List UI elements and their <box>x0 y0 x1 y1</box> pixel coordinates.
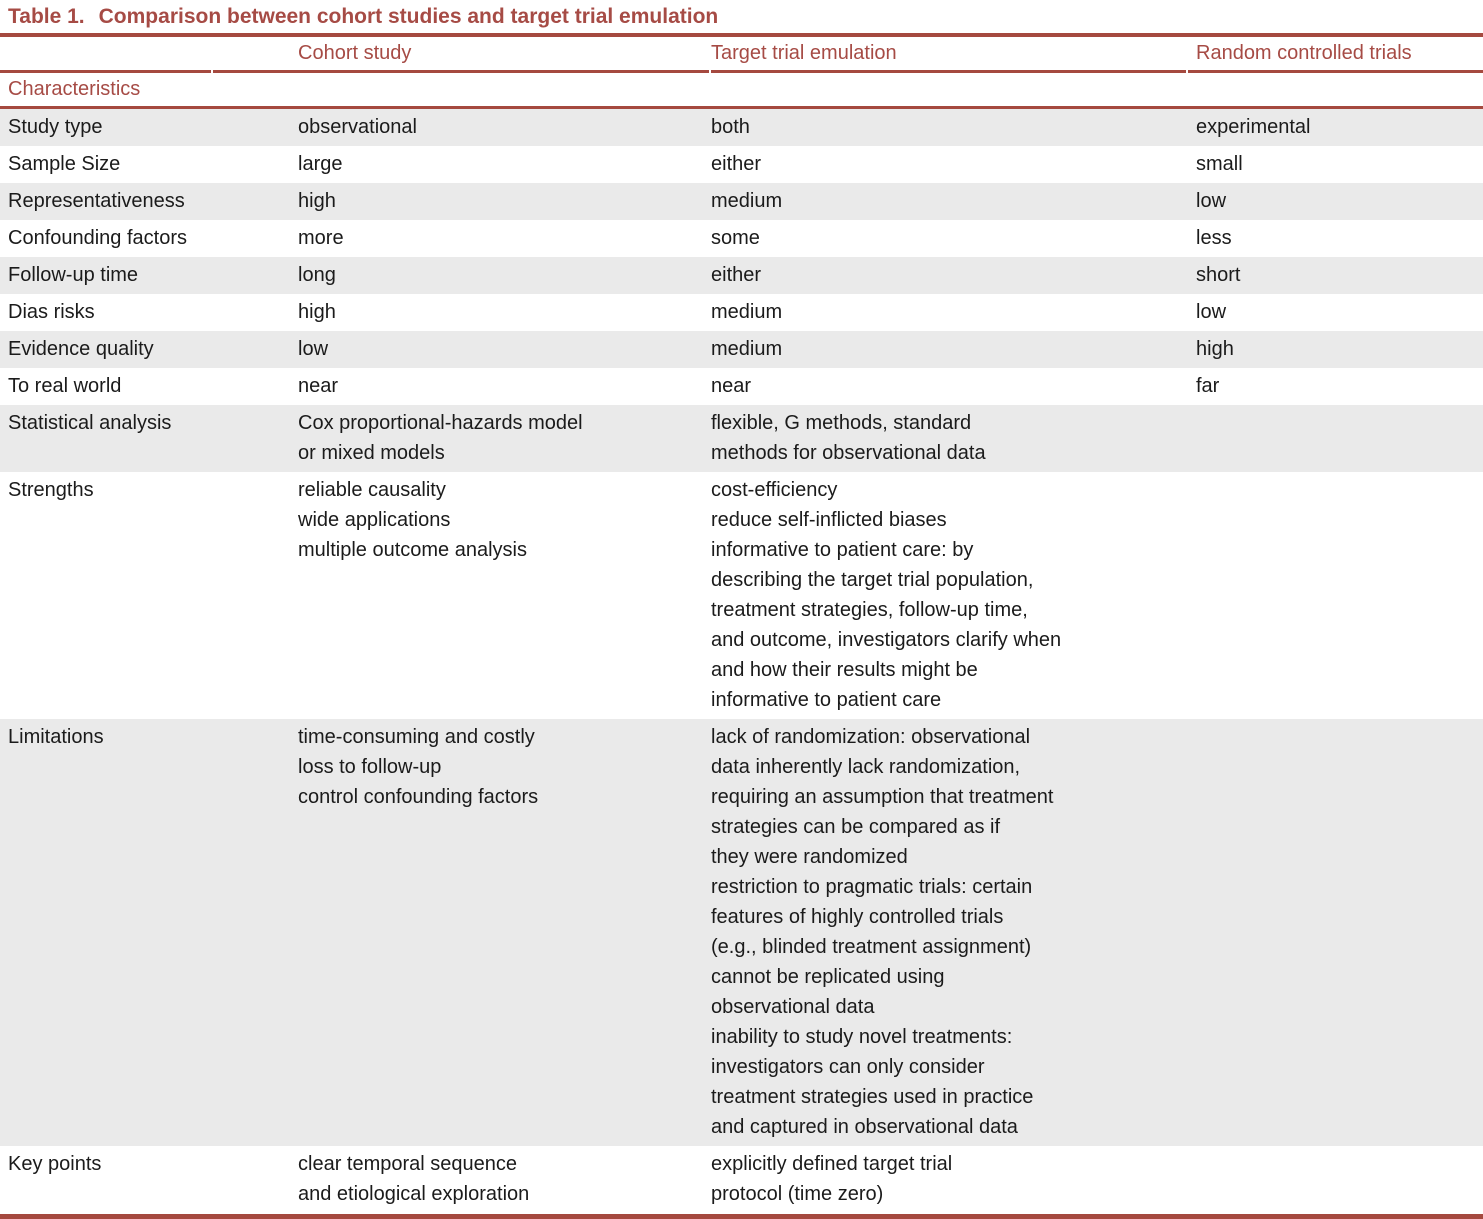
cell-characteristic <box>0 1146 290 1213</box>
cell-line: control confounding factors <box>298 786 539 808</box>
column-header-random-controlled-trials: Random controlled trials <box>1196 42 1412 64</box>
cell-characteristic <box>0 719 290 1146</box>
cell-line: low <box>298 338 329 360</box>
cell-target-trial-emulation <box>703 368 1188 405</box>
cell-characteristic <box>0 472 290 719</box>
cell-random-controlled-trials <box>1188 368 1483 405</box>
cell-cohort-study <box>290 405 703 472</box>
cell-line: inability to study novel treatments: <box>711 1026 1013 1048</box>
cell-line: or mixed models <box>298 442 445 464</box>
cell-target-trial-emulation <box>703 1146 1188 1213</box>
cell-target-trial-emulation <box>703 294 1188 331</box>
section-header-characteristics: Characteristics <box>8 78 141 100</box>
table-row <box>0 257 1483 294</box>
cell-target-trial-emulation <box>703 183 1188 220</box>
cell-target-trial-emulation <box>703 146 1188 183</box>
cell-line: features of highly controlled trials <box>711 906 1004 928</box>
cell-line: and captured in observational data <box>711 1116 1018 1138</box>
cell-line: they were randomized <box>711 846 908 868</box>
cell-line: Strengths <box>8 479 94 501</box>
cell-line: and outcome, investigators clarify when <box>711 629 1062 651</box>
cell-line: large <box>298 153 343 175</box>
cell-line: cannot be replicated using <box>711 966 945 988</box>
cell-characteristic <box>0 368 290 405</box>
cell-line: medium <box>711 338 783 360</box>
cell-line: loss to follow-up <box>298 756 442 778</box>
divider-segment <box>213 70 709 73</box>
cell-line: Limitations <box>8 726 104 748</box>
divider-under-column-headers <box>0 70 1483 73</box>
cell-line: observational <box>298 116 417 138</box>
cell-line: either <box>711 153 762 175</box>
table-row <box>0 220 1483 257</box>
cell-line: and etiological exploration <box>298 1183 530 1205</box>
column-header-target-trial-emulation: Target trial emulation <box>711 42 897 64</box>
cell-line: Follow-up time <box>8 264 139 286</box>
table-row <box>0 183 1483 220</box>
cell-line: Confounding factors <box>8 227 188 249</box>
cell-line: (e.g., blinded treatment assignment) <box>711 936 1032 958</box>
cell-line: either <box>711 264 762 286</box>
cell-target-trial-emulation <box>703 719 1188 1146</box>
cell-random-controlled-trials <box>1188 472 1483 719</box>
comparison-table <box>0 109 1483 1213</box>
cell-line: Sample Size <box>8 153 121 175</box>
cell-line: data inherently lack randomization, <box>711 756 1021 778</box>
cell-target-trial-emulation <box>703 220 1188 257</box>
cell-line: restriction to pragmatic trials: certain <box>711 876 1033 898</box>
cell-random-controlled-trials <box>1188 257 1483 294</box>
cell-cohort-study <box>290 220 703 257</box>
cell-line: time-consuming and costly <box>298 726 535 748</box>
cell-characteristic <box>0 109 290 146</box>
cell-random-controlled-trials <box>1188 294 1483 331</box>
cell-line: some <box>711 227 760 249</box>
cell-line: both <box>711 116 750 138</box>
cell-line: observational data <box>711 996 875 1018</box>
cell-line: medium <box>711 301 783 323</box>
cell-cohort-study <box>290 719 703 1146</box>
table-row <box>0 109 1483 146</box>
cell-characteristic <box>0 294 290 331</box>
divider-segment <box>1188 70 1483 73</box>
cell-line: lack of randomization: observational <box>711 726 1031 748</box>
cell-line: less <box>1196 227 1232 249</box>
cell-line: more <box>298 227 344 249</box>
cell-line: To real world <box>8 375 122 397</box>
table-title <box>0 0 1483 33</box>
table-row <box>0 331 1483 368</box>
cell-line: reduce self-inflicted biases <box>711 509 947 531</box>
cell-characteristic <box>0 183 290 220</box>
cell-random-controlled-trials <box>1188 146 1483 183</box>
cell-line: investigators can only consider <box>711 1056 985 1078</box>
cell-line: clear temporal sequence <box>298 1153 518 1175</box>
cell-cohort-study <box>290 368 703 405</box>
cell-cohort-study <box>290 109 703 146</box>
cell-cohort-study <box>290 331 703 368</box>
cell-line: high <box>298 190 336 212</box>
column-header-row <box>0 37 1483 70</box>
table-body <box>0 109 1483 1213</box>
table-number-label: Table 1. <box>8 5 85 28</box>
cell-line: and how their results might be <box>711 659 978 681</box>
cell-line: Key points <box>8 1153 102 1175</box>
cell-cohort-study <box>290 146 703 183</box>
cell-cohort-study <box>290 257 703 294</box>
cell-line: high <box>1196 338 1234 360</box>
cell-cohort-study <box>290 472 703 719</box>
table-row <box>0 719 1483 1146</box>
cell-line: protocol (time zero) <box>711 1183 884 1205</box>
cell-random-controlled-trials <box>1188 405 1483 472</box>
cell-cohort-study <box>290 183 703 220</box>
cell-random-controlled-trials <box>1188 1146 1483 1213</box>
table-row <box>0 472 1483 719</box>
cell-line: reliable causality <box>298 479 446 501</box>
cell-line: low <box>1196 190 1227 212</box>
cell-line: treatment strategies used in practice <box>711 1086 1034 1108</box>
cell-line: wide applications <box>298 509 451 531</box>
cell-line: flexible, G methods, standard <box>711 412 972 434</box>
cell-line: Dias risks <box>8 301 95 323</box>
cell-line: multiple outcome analysis <box>298 539 527 561</box>
cell-line: describing the target trial population, <box>711 569 1034 591</box>
cell-target-trial-emulation <box>703 109 1188 146</box>
cell-target-trial-emulation <box>703 405 1188 472</box>
cell-line: strategies can be compared as if <box>711 816 1001 838</box>
cell-line: informative to patient care: by <box>711 539 974 561</box>
cell-line: treatment strategies, follow-up time, <box>711 599 1028 621</box>
cell-random-controlled-trials <box>1188 183 1483 220</box>
cell-line: far <box>1196 375 1220 397</box>
cell-cohort-study <box>290 294 703 331</box>
cell-characteristic <box>0 257 290 294</box>
cell-line: informative to patient care <box>711 689 942 711</box>
table-row <box>0 368 1483 405</box>
cell-line: short <box>1196 264 1241 286</box>
cell-line: cost-efficiency <box>711 479 838 501</box>
cell-characteristic <box>0 331 290 368</box>
cell-line: experimental <box>1196 116 1311 138</box>
cell-random-controlled-trials <box>1188 719 1483 1146</box>
column-header-cohort-study: Cohort study <box>298 42 412 64</box>
cell-line: Evidence quality <box>8 338 154 360</box>
cell-line: requiring an assumption that treatment <box>711 786 1054 808</box>
cell-line: explicitly defined target trial <box>711 1153 953 1175</box>
cell-line: near <box>298 375 339 397</box>
cell-line: Representativeness <box>8 190 185 212</box>
cell-characteristic <box>0 146 290 183</box>
table-row <box>0 405 1483 472</box>
cell-target-trial-emulation <box>703 331 1188 368</box>
table-title-text: Comparison between cohort studies and target trial emulation <box>98 5 719 28</box>
cell-line: medium <box>711 190 783 212</box>
table-row <box>0 294 1483 331</box>
cell-target-trial-emulation <box>703 257 1188 294</box>
cell-cohort-study <box>290 1146 703 1213</box>
cell-characteristic <box>0 405 290 472</box>
table-row <box>0 1146 1483 1213</box>
cell-line: small <box>1196 153 1243 175</box>
cell-characteristic <box>0 220 290 257</box>
cell-line: high <box>298 301 336 323</box>
cell-random-controlled-trials <box>1188 331 1483 368</box>
cell-line: Cox proportional-hazards model <box>298 412 583 434</box>
cell-line: methods for observational data <box>711 442 986 464</box>
cell-line: Study type <box>8 116 103 138</box>
cell-line: long <box>298 264 336 286</box>
cell-random-controlled-trials <box>1188 109 1483 146</box>
divider-segment <box>711 70 1186 73</box>
cell-line: low <box>1196 301 1227 323</box>
cell-target-trial-emulation <box>703 472 1188 719</box>
divider-table-bottom <box>0 1214 1483 1219</box>
table-row <box>0 146 1483 183</box>
cell-line: near <box>711 375 752 397</box>
cell-random-controlled-trials <box>1188 220 1483 257</box>
cell-line: Statistical analysis <box>8 412 172 434</box>
